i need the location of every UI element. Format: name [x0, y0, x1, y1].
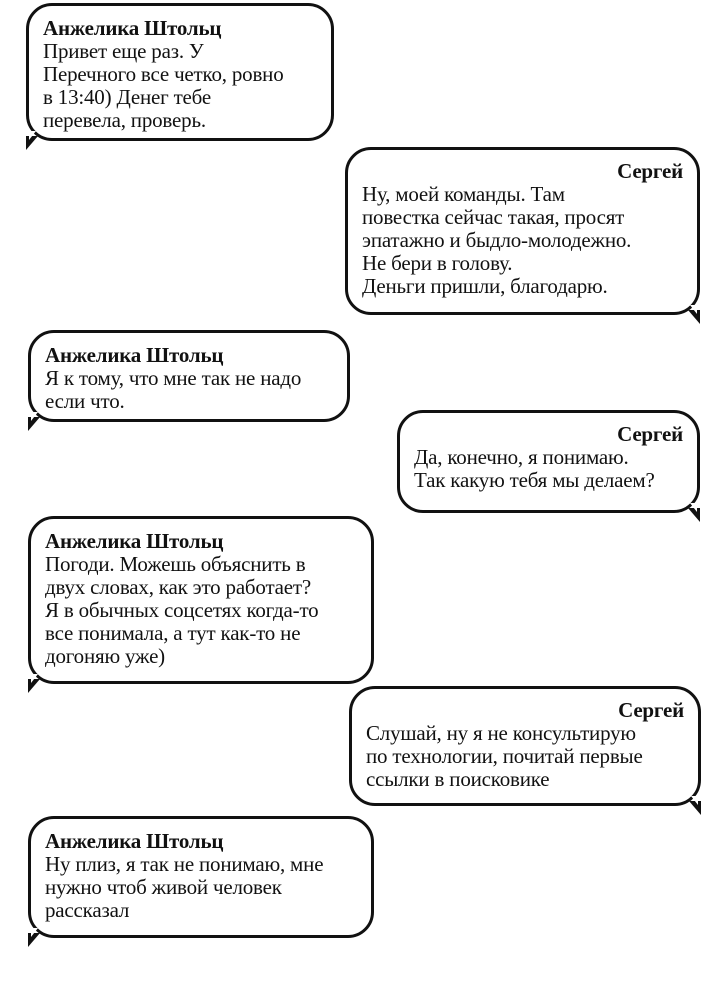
message-line: Деньги пришли, благодарю. [362, 274, 608, 298]
message-bubble-7 [28, 816, 374, 938]
bubble-tail [688, 508, 700, 522]
message-bubble-5 [28, 516, 374, 684]
message-line: двух словах, как это работает? [45, 575, 312, 599]
message-line: Перечного все четко, ровно [43, 62, 284, 86]
message-line: Привет еще раз. У [43, 39, 204, 63]
bubble-tail [689, 801, 701, 815]
message-bubble-3 [28, 330, 350, 422]
message-line: ссылки в поисковике [366, 767, 550, 791]
bubble-tail [28, 417, 40, 431]
message-line: Так какую тебя мы делаем? [414, 468, 655, 492]
message-line: по технологии, почитай первые [366, 744, 643, 768]
message-line: Ну, моей команды. Там [362, 182, 565, 206]
message-line: перевела, проверь. [43, 108, 206, 132]
message-bubble-1 [26, 3, 334, 141]
sender-name: Сергей [618, 698, 684, 722]
message-bubble-2 [345, 147, 700, 315]
bubble-tail [26, 136, 38, 150]
message-line: нужно чтоб живой человек [45, 875, 282, 899]
message-line: Погоди. Можешь объяснить в [45, 552, 306, 576]
message-line: Не бери в голову. [362, 251, 513, 275]
bubble-tail [28, 679, 40, 693]
message-line: повестка сейчас такая, просят [362, 205, 625, 229]
sender-name: Анжелика Штольц [45, 829, 224, 853]
message-line: Я к тому, что мне так не надо [45, 366, 302, 390]
message-line: Ну плиз, я так не понимаю, мне [45, 852, 324, 876]
message-line: эпатажно и быдло-молодежно. [362, 228, 632, 252]
message-bubble-4 [397, 410, 700, 513]
message-line: Да, конечно, я понимаю. [414, 445, 629, 469]
message-line: догоняю уже) [45, 644, 165, 668]
sender-name: Сергей [617, 422, 683, 446]
bubble-tail [28, 933, 40, 947]
message-line: если что. [45, 389, 125, 413]
message-line: все понимала, а тут как-то не [45, 621, 301, 645]
sender-name: Анжелика Штольц [45, 529, 224, 553]
sender-name: Анжелика Штольц [43, 16, 222, 40]
bubble-tail [688, 310, 700, 324]
message-bubble-6 [349, 686, 701, 806]
message-line: в 13:40) Денег тебе [43, 85, 211, 109]
message-line: рассказал [45, 898, 130, 922]
message-line: Слушай, ну я не консультирую [366, 721, 636, 745]
sender-name: Анжелика Штольц [45, 343, 224, 367]
sender-name: Сергей [617, 159, 683, 183]
message-line: Я в обычных соцсетях когда-то [45, 598, 319, 622]
